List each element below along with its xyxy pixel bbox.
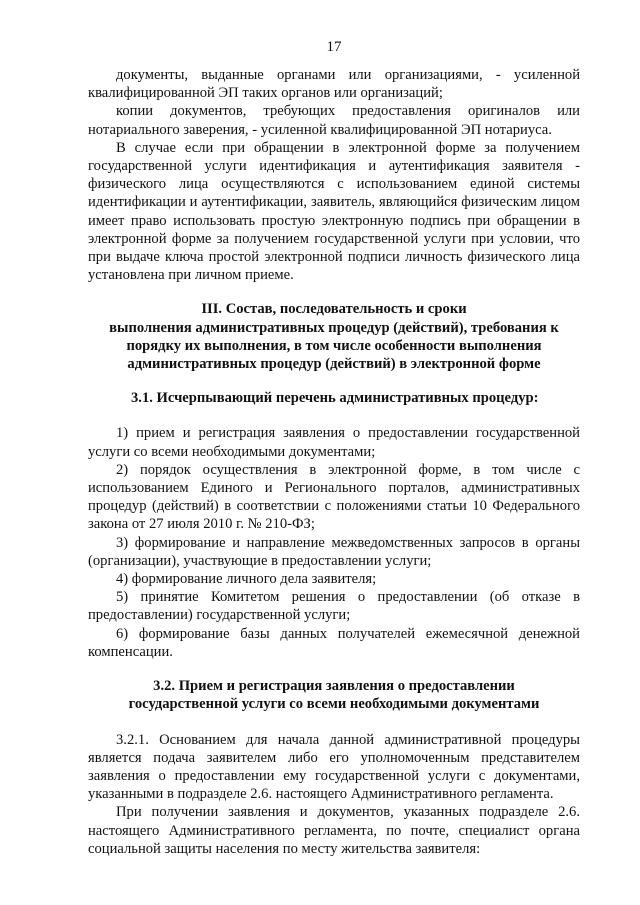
body-paragraph: 3.2.1. Основанием для начала данной административной процедуры является подача заявителем либо его уполномоченным представителем заявления о предоставлении ему государственной услуги с документами, указанными в подразделе 2.6. настоящего Административного регламента. [88,731,580,803]
section-3-heading-line: выполнения административных процедур (действий), требования к [109,319,559,336]
spacer [88,714,580,731]
list-item: 6) формирование базы данных получателей ежемесячной денежной компенсации. [88,625,580,660]
list-item: 5) принятие Комитетом решения о предоставлении (об отказе в предоставлении) государственной услуги; [88,589,580,624]
section-3-heading-line: административных процедур (действий) в электронной форме [127,356,541,373]
list-item: 1) прием и регистрация заявления о предоставлении государственной услуги со всеми необходимыми документами; [88,425,580,460]
section-3-heading-line: порядку их выполнения, в том числе особенности выполнения [126,337,542,354]
list-item: 3) формирование и направление межведомственных запросов в органы (организации), участвующие в предоставлении услуги; [88,534,580,569]
section-3-2-heading [88,677,580,713]
procedures-list [88,424,580,661]
spacer [88,661,580,677]
section-3-2-heading-line: государственной услуги со всеми необходимыми документами [128,696,540,713]
spacer [88,407,580,424]
list-item: 4) формирование личного дела заявителя; [116,571,377,588]
section-3-2-heading-line: 3.2. Прием и регистрация заявления о предоставлении [153,678,515,695]
intro-block [88,66,580,284]
section-3-2-body [88,731,580,858]
intro-paragraph: В случае если при обращении в электронной форме за получением государственной услуги идентификация и аутентификация заявителя - физического лица осуществляются с использованием единой системы идентификации и аутентификации, заявитель, являющийся физическим лицом имеет право использовать простую электронную подпись при обращении в электронной форме за получением государственной услуги при условии, что при выдаче ключа простой электронной подписи личность физического лица установлена при личном приеме. [88,139,580,284]
body-paragraph: При получении заявления и документов, указанных подразделе 2.6. настоящего Административного регламента, по почте, специалист органа социальной защиты населения по месту жительства заявителя: [88,804,580,857]
spacer [88,284,580,300]
section-3-heading-line: III. Состав, последовательность и сроки [201,301,467,318]
spacer [88,373,580,389]
intro-paragraph: документы, выданные органами или организациями, - усиленной квалифицированной ЭП таких органов или организаций; [88,67,580,102]
list-item: 2) порядок осуществления в электронной форме, в том числе с использованием Единого и Регионального порталов, административных процедур (действий) в соответствии с положениями статьи 10 Федерального закона от 27 июля 2010 г. № 210-ФЗ; [88,461,580,533]
section-3-1-heading: 3.1. Исчерпывающий перечень административных процедур: [131,390,539,407]
intro-paragraph: копии документов, требующих предоставления оригиналов или нотариального заверения, - усиленной квалифицированной ЭП нотариуса. [88,103,580,138]
section-3-heading [88,300,580,373]
page-number: 17 [326,39,342,55]
